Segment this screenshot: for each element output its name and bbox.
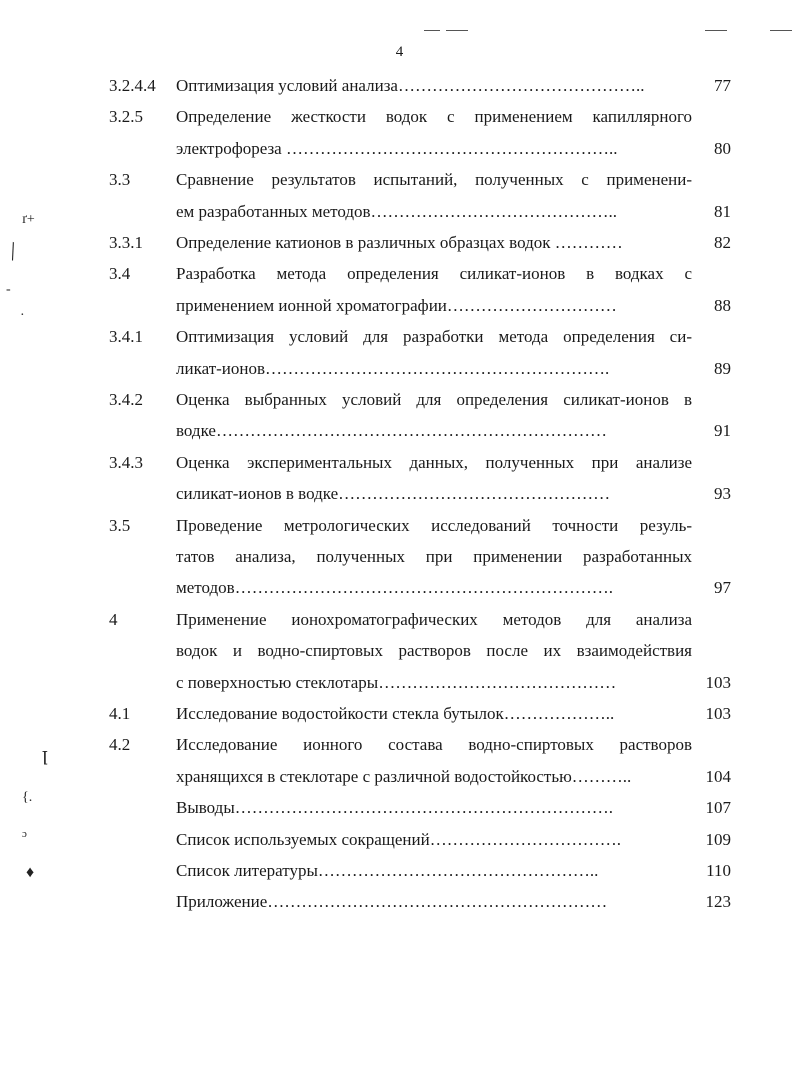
toc-entry-line: водке…………………………………………………………… (176, 421, 607, 441)
toc-entry-title (176, 384, 692, 447)
toc-entry-title (176, 447, 692, 510)
toc-entry-line: ликат-ионов……………………………………………………. (176, 358, 610, 378)
toc-entry-title (176, 729, 692, 792)
margin-scan-mark: ♦ (26, 864, 35, 881)
scan-mark (770, 30, 792, 31)
toc-entry-number: 3.4.3 (109, 452, 143, 472)
toc-entry-number: 3.2.5 (109, 107, 143, 127)
toc-entry-title (176, 227, 692, 258)
toc-entry-page: 107 (705, 798, 731, 818)
toc-entry-page: 123 (705, 892, 731, 912)
toc-entry-line: Приложение…………………………………………………… (176, 892, 608, 912)
toc-entry-line: ем разработанных методов…………………………………….. (176, 201, 618, 221)
toc-entry-line: Исследование ионного состава водно-спиртовых растворов (176, 735, 692, 755)
toc-entry-title (176, 855, 692, 886)
toc-entry-line: Разработка метода определения силикат-ионов в водках с (176, 264, 692, 284)
toc-entry-title (176, 886, 692, 917)
toc-entry-line: с поверхностью стеклотары…………………………………… (176, 672, 617, 692)
toc-entry-page: 89 (714, 358, 731, 378)
margin-scan-mark: ґ+ (22, 212, 35, 227)
toc-entry-title (176, 258, 692, 321)
toc-entry-title (176, 824, 692, 855)
margin-scan-mark: ɔ (22, 828, 27, 840)
toc-entry-title (176, 604, 692, 698)
page-number: 4 (395, 44, 404, 60)
toc-entry-line: применением ионной хроматографии………………………… (176, 295, 617, 315)
margin-scan-mark: ╲ (4, 243, 20, 262)
toc-entry-number: 3.3.1 (109, 233, 143, 252)
toc-entry-page: 88 (714, 295, 731, 315)
toc-entry-title (176, 510, 692, 604)
toc-entry-page: 103 (705, 672, 731, 692)
toc-entry-line: Оптимизация условий анализа…………………………………….. (176, 76, 645, 95)
toc-entry-line: водок и водно-спиртовых растворов после их взаимодействия (176, 641, 692, 661)
toc-entry-page: 109 (705, 829, 731, 849)
toc-entry-page: 77 (714, 76, 731, 95)
toc-entry-line: хранящихся в стеклотаре с различной водостойкостью……….. (176, 766, 632, 786)
toc-entry-number: 3.2.4.4 (109, 76, 156, 95)
toc-entry-line: Список используемых сокращений……………………………. (176, 829, 621, 849)
scan-mark (446, 30, 468, 31)
toc-entry-page: 103 (705, 704, 731, 723)
toc-entry-title (176, 792, 692, 823)
toc-entry-line: Определение катионов в различных образцах водок ………… (176, 233, 623, 252)
toc-entry-line: методов…………………………………………………………. (176, 578, 613, 598)
toc-entry-title (176, 70, 692, 101)
toc-entry-page: 110 (706, 861, 731, 880)
toc-entry-line: силикат-ионов в водке………………………………………… (176, 484, 611, 504)
toc-entry-line: Сравнение результатов испытаний, полученных с применени- (176, 170, 692, 190)
toc-entry-title (176, 321, 692, 384)
toc-entry-number: 3.4.1 (109, 327, 143, 347)
margin-scan-mark: {. (22, 790, 33, 805)
toc-entry-title (176, 164, 692, 227)
toc-entry-page: 104 (705, 766, 731, 786)
toc-entry-line: Оценка выбранных условий для определения силикат-ионов в (176, 390, 692, 409)
toc-entry-title (176, 101, 692, 164)
toc-entry-page: 81 (714, 201, 731, 221)
toc-entry-line: Проведение метрологических исследований точности резуль- (176, 515, 692, 535)
toc-entry-line: электрофореза ………………………………………………….. (176, 138, 618, 158)
toc-entry-number: 3.3 (109, 170, 131, 190)
toc-entry-number: 4.2 (109, 735, 131, 755)
toc-entry-line: Оценка экспериментальных данных, полученных при анализе (176, 452, 692, 472)
toc-entry-number: 3.4.2 (109, 390, 143, 409)
toc-entry-line: Применение ионохроматографических методов для анализа (176, 609, 692, 629)
toc-entry-page: 91 (714, 421, 731, 441)
toc-entry-line: татов анализа, полученных при применении разработанных (176, 547, 692, 566)
margin-scan-mark: ꞁ (42, 744, 48, 764)
toc-entry-number: 4 (109, 609, 118, 629)
toc-entry-page: 80 (714, 138, 731, 158)
toc-entry-number: 3.4 (109, 264, 131, 284)
toc-entry-number: 4.1 (109, 704, 131, 723)
toc-entry-line: Выводы…………………………………………………………. (176, 798, 614, 818)
scan-mark (424, 30, 440, 31)
scan-mark (705, 30, 727, 31)
toc-entry-title (176, 698, 692, 729)
toc-entry-line: Определение жесткости водок с применением капиллярного (176, 107, 692, 127)
margin-scan-mark: · (20, 308, 25, 323)
toc-entry-line: Оптимизация условий для разработки метода определения си- (176, 327, 692, 347)
margin-scan-mark: - (6, 282, 11, 297)
toc-entry-page: 97 (714, 578, 731, 598)
toc-entry-page: 82 (714, 233, 731, 252)
toc-entry-number: 3.5 (109, 515, 131, 535)
toc-entry-line: Исследование водостойкости стекла бутылок……………….. (176, 704, 615, 723)
toc-entry-page: 93 (714, 484, 731, 504)
toc-entry-line: Список литературы………………………………………….. (176, 861, 599, 880)
